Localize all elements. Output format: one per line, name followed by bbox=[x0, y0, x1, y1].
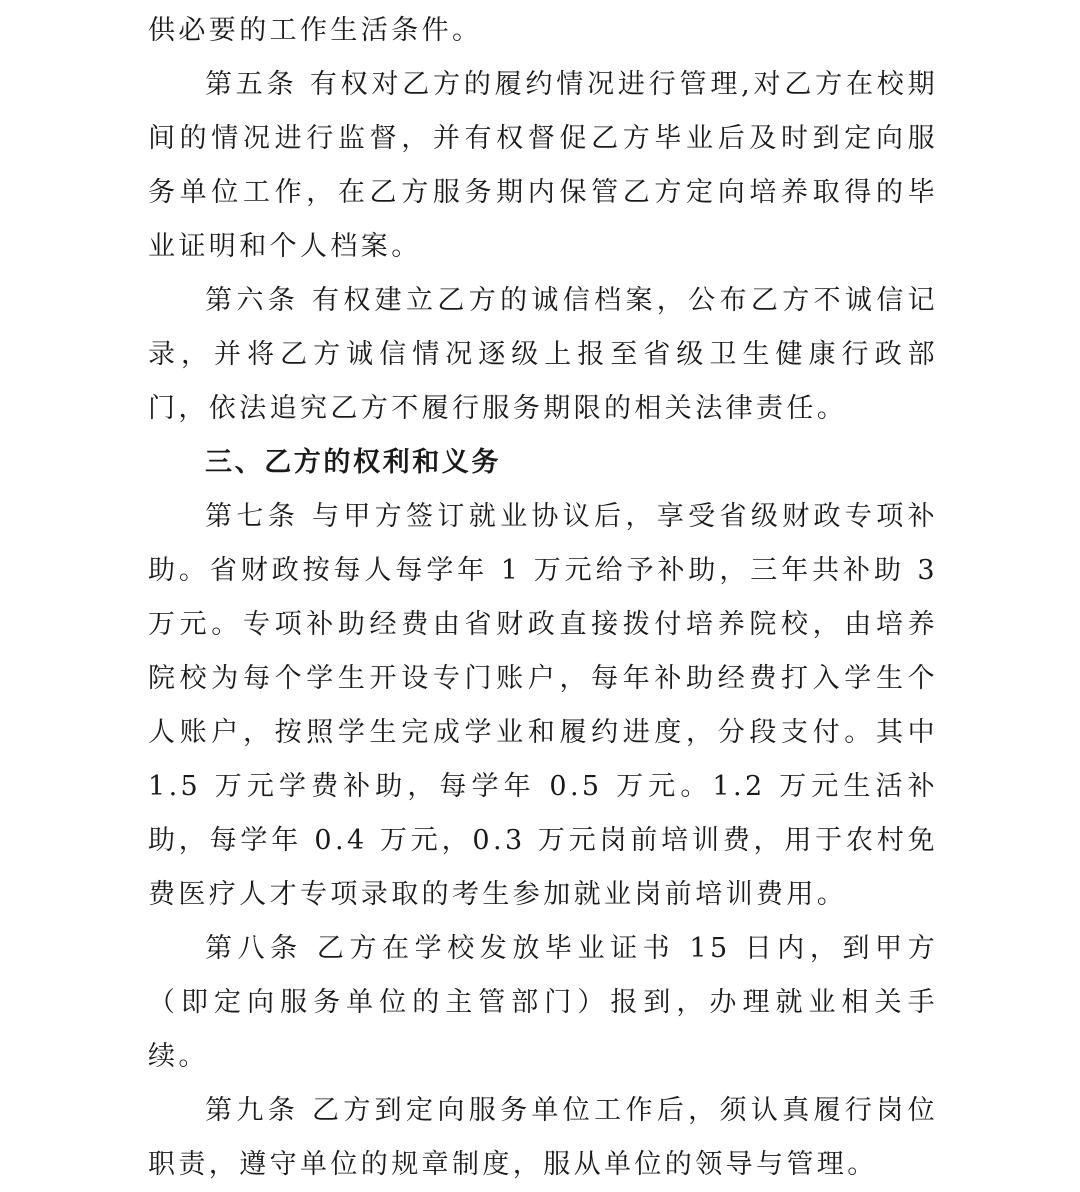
document-page bbox=[148, 4, 938, 1192]
article-eight: 第八条 乙方在学校发放毕业证书 15 日内，到甲方（即定向服务单位的主管部门）报到，办理就业相关手续。 bbox=[148, 933, 938, 1072]
article-nine: 第九条 乙方到定向服务单位工作后，须认真履行岗位职责，遵守单位的规章制度，服从单位的领导与管理。 bbox=[148, 1095, 938, 1180]
article-six: 第六条 有权建立乙方的诚信档案，公布乙方不诚信记录，并将乙方诚信情况逐级上报至省级卫生健康行政部门，依法追究乙方不履行服务期限的相关法律责任。 bbox=[148, 285, 938, 424]
section-heading-party-b-rights: 三、乙方的权利和义务 bbox=[205, 447, 501, 478]
paragraph-continuation: 供必要的工作生活条件。 bbox=[148, 15, 483, 46]
article-five: 第五条 有权对乙方的履约情况进行管理,对乙方在校期间的情况进行监督，并有权督促乙方毕业后及时到定向服务单位工作，在乙方服务期内保管乙方定向培养取得的毕业证明和个人档案。 bbox=[148, 69, 938, 262]
article-seven: 第七条 与甲方签订就业协议后，享受省级财政专项补助。省财政按每人每学年 1 万元给予补助，三年共补助 3 万元。专项补助经费由省财政直接拨付培养院校，由培养院校为每个学生开设专门账户，每年补助经费打入学生个人账户，按照学生完成学业和履约进度，分段支付。其中 1.5 万元学费补助，每学年 0.5 万元。1.2 万元生活补助，每学年 0.4 万元，0.3 万元岗前培训费，用于农村免费医疗人才专项录取的考生参加就业岗前培训费用。 bbox=[148, 501, 938, 910]
